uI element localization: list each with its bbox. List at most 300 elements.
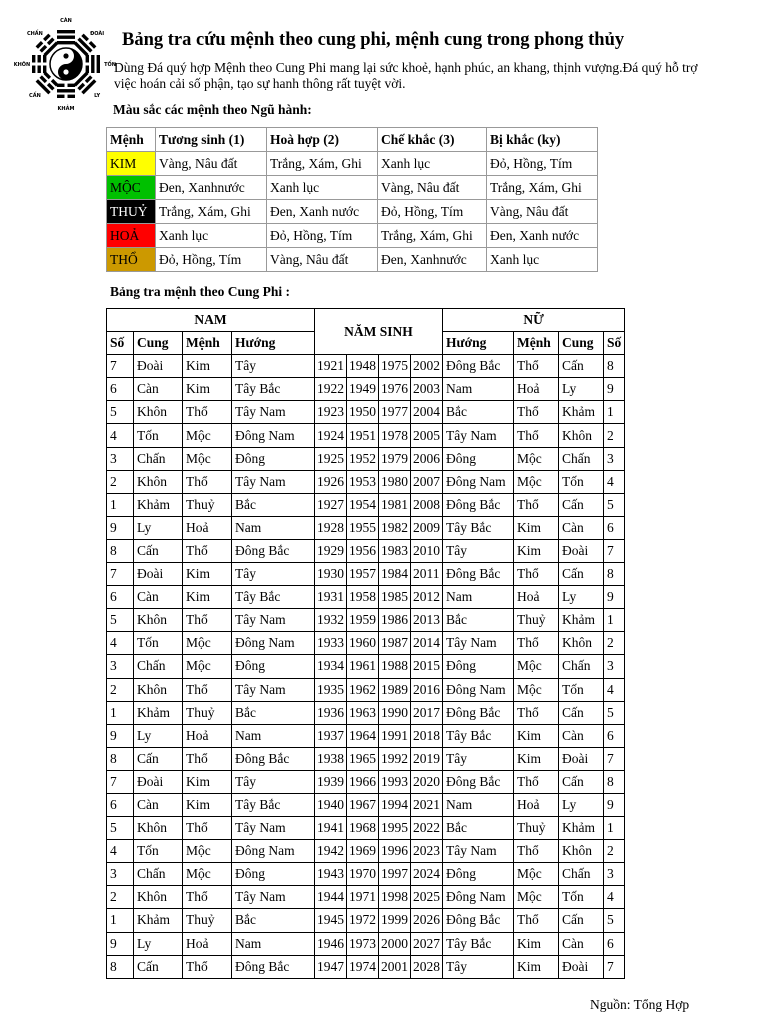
- cung-cell: Thổ: [514, 493, 559, 516]
- cung-cell: Càn: [559, 724, 604, 747]
- table-row: [107, 470, 625, 493]
- cung-cell: Mộc: [514, 447, 559, 470]
- cung-cell: Cấn: [559, 701, 604, 724]
- birth-year-cell: 1981: [379, 493, 411, 516]
- cung-cell: Bắc: [443, 817, 514, 840]
- intro-text: Dùng Đá quý hợp Mệnh theo Cung Phi mang lại sức khoẻ, hạnh phúc, an khang, thịnh vượng.Đá quý hỗ trợ việc hoán cải số phận, tạo sự hanh thông rất tuyệt vời.: [114, 60, 698, 91]
- cung-cell: 9: [604, 378, 625, 401]
- cung-cell: Thổ: [183, 886, 232, 909]
- cung-cell: Thổ: [514, 424, 559, 447]
- nam-col-header: Cung: [134, 332, 183, 355]
- cung-cell: 4: [604, 886, 625, 909]
- birth-year-cell: 1999: [379, 909, 411, 932]
- cung-cell: Tây Nam: [232, 401, 315, 424]
- element-name-swatch: THUỶ: [107, 200, 156, 224]
- cung-cell: 9: [107, 724, 134, 747]
- cung-cell: Hoả: [183, 724, 232, 747]
- cung-cell: Kim: [514, 539, 559, 562]
- cung-cell: Khảm: [134, 493, 183, 516]
- element-col-header: Mệnh: [107, 128, 156, 152]
- cung-cell: Mộc: [514, 678, 559, 701]
- cung-cell: Khôn: [134, 401, 183, 424]
- birth-year-cell: 1989: [379, 678, 411, 701]
- element-row: [107, 248, 598, 272]
- cung-cell: Kim: [514, 516, 559, 539]
- birth-year-cell: 2014: [411, 632, 443, 655]
- cung-cell: Hoả: [514, 378, 559, 401]
- cung-cell: Hoả: [183, 932, 232, 955]
- birth-year-cell: 1937: [315, 724, 347, 747]
- table-row: [107, 793, 625, 816]
- cung-cell: Đoài: [559, 955, 604, 978]
- birth-year-cell: 1970: [347, 863, 379, 886]
- cung-cell: 6: [107, 793, 134, 816]
- birth-year-cell: 1993: [379, 770, 411, 793]
- birth-year-cell: 2006: [411, 447, 443, 470]
- birth-year-cell: 2022: [411, 817, 443, 840]
- cung-cell: 9: [107, 932, 134, 955]
- nu-col-header: Cung: [559, 332, 604, 355]
- birth-year-cell: 2016: [411, 678, 443, 701]
- cung-cell: Ly: [559, 793, 604, 816]
- trigram-mark: [32, 55, 46, 73]
- trigram-mark: [86, 55, 100, 73]
- birth-year-cell: 1992: [379, 747, 411, 770]
- cung-cell: Đông Bắc: [232, 747, 315, 770]
- cung-cell: Khảm: [559, 817, 604, 840]
- trigram-label: KHẢM: [57, 106, 75, 112]
- cung-cell: 8: [604, 770, 625, 793]
- cung-cell: Chấn: [559, 655, 604, 678]
- cung-cell: Mộc: [514, 886, 559, 909]
- cung-cell: Đông Nam: [232, 424, 315, 447]
- cung-cell: Tây Nam: [232, 609, 315, 632]
- cung-cell: Hoả: [514, 793, 559, 816]
- birth-year-cell: 1952: [347, 447, 379, 470]
- element-name-swatch: HOẢ: [107, 224, 156, 248]
- table-row: [107, 586, 625, 609]
- cung-cell: Đoài: [559, 747, 604, 770]
- birth-year-cell: 1982: [379, 516, 411, 539]
- cung-cell: Hoả: [183, 516, 232, 539]
- cung-cell: Thổ: [514, 909, 559, 932]
- cung-cell: Tây Nam: [232, 886, 315, 909]
- cung-cell: Tây: [232, 770, 315, 793]
- element-cell: Đen, Xanhnước: [378, 248, 487, 272]
- table-row: [107, 539, 625, 562]
- birth-year-cell: 1933: [315, 632, 347, 655]
- birth-year-cell: 1950: [347, 401, 379, 424]
- element-col-header: Chế khắc (3): [378, 128, 487, 152]
- birth-year-cell: 1943: [315, 863, 347, 886]
- cung-cell: Đoài: [134, 770, 183, 793]
- cung-cell: Thuỷ: [514, 609, 559, 632]
- cung-cell: Tây: [443, 955, 514, 978]
- birth-year-cell: 1926: [315, 470, 347, 493]
- birth-year-cell: 2021: [411, 793, 443, 816]
- cung-cell: Tốn: [559, 678, 604, 701]
- table-row: [107, 932, 625, 955]
- cung-cell: Đông: [232, 655, 315, 678]
- cung-cell: Tốn: [134, 632, 183, 655]
- birth-year-cell: 1984: [379, 563, 411, 586]
- source-note: Nguồn: Tổng Hợp: [590, 997, 690, 1012]
- element-cell: Vàng, Nâu đất: [156, 152, 267, 176]
- cung-cell: 4: [107, 424, 134, 447]
- cung-cell: Khảm: [134, 909, 183, 932]
- birth-year-cell: 2004: [411, 401, 443, 424]
- cung-cell: 1: [604, 401, 625, 424]
- birth-year-cell: 1922: [315, 378, 347, 401]
- element-cell: Vàng, Nâu đất: [378, 176, 487, 200]
- element-col-header: Hoà hợp (2): [267, 128, 378, 152]
- cung-cell: Ly: [559, 378, 604, 401]
- birth-year-cell: 1939: [315, 770, 347, 793]
- table-row: [107, 909, 625, 932]
- cung-cell: Ly: [134, 932, 183, 955]
- birth-year-cell: 2010: [411, 539, 443, 562]
- cung-cell: Tây Bắc: [232, 378, 315, 401]
- birth-year-cell: 1961: [347, 655, 379, 678]
- cung-cell: Khảm: [134, 701, 183, 724]
- cung-cell: Đoài: [134, 563, 183, 586]
- birth-year-cell: 1985: [379, 586, 411, 609]
- element-cell: Vàng, Nâu đất: [487, 200, 598, 224]
- cung-cell: Tây Bắc: [443, 932, 514, 955]
- table-row: [107, 840, 625, 863]
- cung-cell: 5: [604, 909, 625, 932]
- table-row: [107, 655, 625, 678]
- cung-cell: 2: [604, 840, 625, 863]
- cung-cell: Nam: [232, 516, 315, 539]
- birth-year-cell: 2023: [411, 840, 443, 863]
- trigram-label: CÀN: [60, 18, 72, 24]
- trigram-label: TỐN: [104, 62, 116, 68]
- element-row: [107, 152, 598, 176]
- cung-cell: Chấn: [134, 655, 183, 678]
- table-row: [107, 378, 625, 401]
- birth-year-cell: 2007: [411, 470, 443, 493]
- cung-cell: Đông Nam: [443, 886, 514, 909]
- cung-cell: 9: [107, 516, 134, 539]
- cung-cell: Khôn: [559, 424, 604, 447]
- cung-cell: Đông Bắc: [443, 563, 514, 586]
- cung-cell: Ly: [134, 724, 183, 747]
- bagua-yin-yang-icon: [13, 14, 116, 114]
- nam-sinh-header: NĂM SINH: [315, 309, 443, 355]
- cung-cell: Mộc: [514, 655, 559, 678]
- nam-col-header: Hướng: [232, 332, 315, 355]
- cung-cell: Thổ: [183, 609, 232, 632]
- cung-cell: 6: [604, 724, 625, 747]
- element-cell: Đen, Xanh nước: [487, 224, 598, 248]
- birth-year-cell: 1967: [347, 793, 379, 816]
- cung-cell: 2: [107, 886, 134, 909]
- table-row: [107, 355, 625, 378]
- element-colors-heading: Màu sắc các mệnh theo Ngũ hành:: [113, 102, 312, 117]
- table-row: [107, 701, 625, 724]
- birth-year-cell: 1941: [315, 817, 347, 840]
- birth-year-cell: 1960: [347, 632, 379, 655]
- cung-cell: 4: [604, 470, 625, 493]
- cung-cell: Ly: [134, 516, 183, 539]
- cung-cell: 8: [107, 955, 134, 978]
- cung-cell: Mộc: [183, 863, 232, 886]
- cung-cell: Tây Bắc: [443, 724, 514, 747]
- cung-cell: Đông Nam: [443, 470, 514, 493]
- cung-cell: Thuỷ: [183, 493, 232, 516]
- element-cell: Xanh lục: [267, 176, 378, 200]
- cung-cell: 1: [107, 493, 134, 516]
- table-row: [107, 863, 625, 886]
- cung-cell: Tốn: [134, 424, 183, 447]
- cung-table-group-header: [107, 309, 625, 332]
- cung-cell: 2: [604, 632, 625, 655]
- cung-cell: Tây Bắc: [232, 586, 315, 609]
- element-cell: Vàng, Nâu đất: [267, 248, 378, 272]
- cung-cell: 8: [604, 563, 625, 586]
- cung-cell: Bắc: [443, 609, 514, 632]
- birth-year-cell: 1978: [379, 424, 411, 447]
- cung-cell: Kim: [514, 724, 559, 747]
- cung-cell: 5: [107, 401, 134, 424]
- element-col-header: Bị khắc (ky): [487, 128, 598, 152]
- birth-year-cell: 1929: [315, 539, 347, 562]
- birth-year-cell: 1959: [347, 609, 379, 632]
- cung-cell: Khảm: [559, 401, 604, 424]
- cung-cell: Chấn: [559, 863, 604, 886]
- element-row: [107, 224, 598, 248]
- cung-cell: Mộc: [183, 632, 232, 655]
- cung-cell: Đông: [443, 447, 514, 470]
- nu-col-header: Số: [604, 332, 625, 355]
- element-cell: Trắng, Xám, Ghi: [156, 200, 267, 224]
- cung-cell: 1: [107, 909, 134, 932]
- cung-cell: 7: [604, 955, 625, 978]
- cung-phi-heading: Bảng tra mệnh theo Cung Phi :: [110, 284, 291, 299]
- cung-cell: 2: [107, 678, 134, 701]
- cung-cell: 5: [107, 817, 134, 840]
- birth-year-cell: 1975: [379, 355, 411, 378]
- birth-year-cell: 2013: [411, 609, 443, 632]
- cung-cell: Tây Nam: [443, 840, 514, 863]
- table-row: [107, 447, 625, 470]
- cung-cell: Đông: [232, 863, 315, 886]
- element-cell: Đỏ, Hồng, Tím: [267, 224, 378, 248]
- element-cell: Đen, Xanhnước: [156, 176, 267, 200]
- cung-cell: 2: [604, 424, 625, 447]
- birth-year-cell: 1958: [347, 586, 379, 609]
- cung-cell: Càn: [559, 516, 604, 539]
- birth-year-cell: 1953: [347, 470, 379, 493]
- cung-cell: Thổ: [183, 401, 232, 424]
- cung-cell: Tây Nam: [443, 632, 514, 655]
- nu-col-header: Mệnh: [514, 332, 559, 355]
- cung-cell: Tây Bắc: [232, 793, 315, 816]
- cung-cell: Cấn: [559, 355, 604, 378]
- cung-cell: Khôn: [134, 470, 183, 493]
- element-row: [107, 176, 598, 200]
- cung-cell: Tây Bắc: [443, 516, 514, 539]
- birth-year-cell: 1977: [379, 401, 411, 424]
- cung-cell: Đông Bắc: [232, 539, 315, 562]
- birth-year-cell: 2025: [411, 886, 443, 909]
- cung-cell: Khảm: [559, 609, 604, 632]
- birth-year-cell: 2005: [411, 424, 443, 447]
- element-cell: Trắng, Xám, Ghi: [378, 224, 487, 248]
- cung-cell: Bắc: [443, 401, 514, 424]
- table-row: [107, 817, 625, 840]
- cung-cell: Càn: [134, 378, 183, 401]
- birth-year-cell: 1997: [379, 863, 411, 886]
- cung-cell: Kim: [514, 932, 559, 955]
- cung-cell: 7: [107, 770, 134, 793]
- cung-cell: Ly: [559, 586, 604, 609]
- birth-year-cell: 1945: [315, 909, 347, 932]
- cung-cell: Thổ: [183, 470, 232, 493]
- cung-cell: Thổ: [183, 747, 232, 770]
- cung-cell: 1: [107, 701, 134, 724]
- cung-cell: Tây: [232, 563, 315, 586]
- cung-cell: Nam: [232, 932, 315, 955]
- cung-cell: Đông: [232, 447, 315, 470]
- birth-year-cell: 2020: [411, 770, 443, 793]
- birth-year-cell: 1946: [315, 932, 347, 955]
- birth-year-cell: 1948: [347, 355, 379, 378]
- birth-year-cell: 1955: [347, 516, 379, 539]
- cung-cell: Bắc: [232, 493, 315, 516]
- birth-year-cell: 1928: [315, 516, 347, 539]
- element-cell: Xanh lục: [156, 224, 267, 248]
- cung-cell: Thổ: [514, 701, 559, 724]
- cung-cell: Thổ: [183, 678, 232, 701]
- cung-cell: 8: [107, 539, 134, 562]
- birth-year-cell: 1968: [347, 817, 379, 840]
- birth-year-cell: 1954: [347, 493, 379, 516]
- cung-cell: Chấn: [134, 447, 183, 470]
- cung-cell: 8: [107, 747, 134, 770]
- cung-cell: Cấn: [134, 539, 183, 562]
- cung-cell: Kim: [514, 955, 559, 978]
- birth-year-cell: 1940: [315, 793, 347, 816]
- cung-cell: Khôn: [559, 840, 604, 863]
- birth-year-cell: 2012: [411, 586, 443, 609]
- cung-cell: Cấn: [559, 909, 604, 932]
- element-row: [107, 200, 598, 224]
- birth-year-cell: 1995: [379, 817, 411, 840]
- cung-cell: 6: [604, 516, 625, 539]
- cung-cell: Đông Bắc: [443, 701, 514, 724]
- cung-cell: Đông: [443, 863, 514, 886]
- cung-cell: Thổ: [514, 770, 559, 793]
- cung-cell: Bắc: [232, 909, 315, 932]
- cung-cell: Càn: [134, 586, 183, 609]
- birth-year-cell: 1927: [315, 493, 347, 516]
- cung-cell: Đoài: [559, 539, 604, 562]
- cung-cell: Thổ: [183, 539, 232, 562]
- cung-cell: 5: [604, 493, 625, 516]
- cung-cell: 5: [604, 701, 625, 724]
- cung-cell: Chấn: [134, 863, 183, 886]
- cung-cell: Thuỷ: [183, 701, 232, 724]
- cung-cell: 9: [604, 793, 625, 816]
- birth-year-cell: 1951: [347, 424, 379, 447]
- cung-cell: Đông Bắc: [443, 770, 514, 793]
- birth-year-cell: 1976: [379, 378, 411, 401]
- birth-year-cell: 1925: [315, 447, 347, 470]
- birth-year-cell: 1963: [347, 701, 379, 724]
- birth-year-cell: 2002: [411, 355, 443, 378]
- cung-cell: Bắc: [232, 701, 315, 724]
- cung-cell: Khôn: [134, 678, 183, 701]
- cung-cell: Nam: [443, 793, 514, 816]
- cung-cell: Chấn: [559, 447, 604, 470]
- cung-cell: Thổ: [514, 401, 559, 424]
- cung-cell: Đông Bắc: [443, 909, 514, 932]
- birth-year-cell: 1949: [347, 378, 379, 401]
- birth-year-cell: 1932: [315, 609, 347, 632]
- element-name-swatch: KIM: [107, 152, 156, 176]
- cung-cell: Mộc: [514, 863, 559, 886]
- cung-cell: Càn: [134, 793, 183, 816]
- table-row: [107, 770, 625, 793]
- table-row: [107, 955, 625, 978]
- nu-header: NỮ: [443, 309, 625, 332]
- birth-year-cell: 1965: [347, 747, 379, 770]
- cung-cell: Cấn: [559, 563, 604, 586]
- cung-cell: Tốn: [559, 886, 604, 909]
- cung-cell: Tây Nam: [232, 678, 315, 701]
- birth-year-cell: 1964: [347, 724, 379, 747]
- birth-year-cell: 1966: [347, 770, 379, 793]
- cung-cell: 7: [604, 747, 625, 770]
- nu-col-header: Hướng: [443, 332, 514, 355]
- element-cell: Xanh lục: [487, 248, 598, 272]
- cung-cell: Thổ: [514, 563, 559, 586]
- element-cell: Trắng, Xám, Ghi: [267, 152, 378, 176]
- trigram-mark: [57, 84, 75, 98]
- table-row: [107, 424, 625, 447]
- trigram-label: CHẤN: [26, 30, 43, 37]
- table-row: [107, 401, 625, 424]
- birth-year-cell: 1987: [379, 632, 411, 655]
- element-name-swatch: THỔ: [107, 248, 156, 272]
- cung-cell: Nam: [232, 724, 315, 747]
- cung-cell: Tây Nam: [232, 817, 315, 840]
- cung-cell: 3: [604, 447, 625, 470]
- birth-year-cell: 1956: [347, 539, 379, 562]
- birth-year-cell: 1935: [315, 678, 347, 701]
- birth-year-cell: 1983: [379, 539, 411, 562]
- birth-year-cell: 1994: [379, 793, 411, 816]
- cung-cell: Hoả: [514, 586, 559, 609]
- cung-cell: Mộc: [183, 424, 232, 447]
- birth-year-cell: 1942: [315, 840, 347, 863]
- birth-year-cell: 2018: [411, 724, 443, 747]
- cung-cell: Kim: [183, 378, 232, 401]
- cung-cell: Khôn: [559, 632, 604, 655]
- cung-cell: Thuỷ: [514, 817, 559, 840]
- trigram-label: ĐOÀI: [90, 30, 105, 37]
- cung-cell: Càn: [559, 932, 604, 955]
- table-row: [107, 493, 625, 516]
- birth-year-cell: 1930: [315, 563, 347, 586]
- birth-year-cell: 1980: [379, 470, 411, 493]
- cung-cell: Kim: [183, 793, 232, 816]
- cung-cell: Nam: [443, 586, 514, 609]
- element-cell: Đỏ, Hồng, Tím: [378, 200, 487, 224]
- table-row: [107, 747, 625, 770]
